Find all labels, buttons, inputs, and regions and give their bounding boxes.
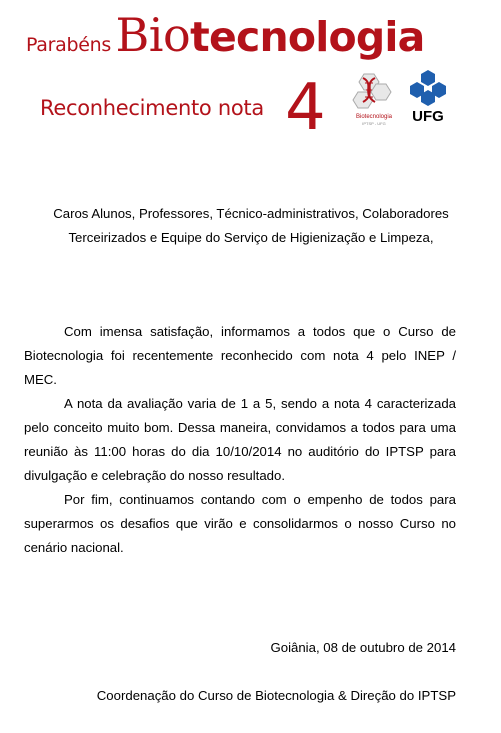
greeting xyxy=(20,202,482,250)
hexagon-cluster-icon xyxy=(406,68,450,108)
header-parabens: Parabéns xyxy=(26,34,111,56)
greeting-line-1: Caros Alunos, Professores, Técnico-administrativos, Colaboradores xyxy=(53,206,449,221)
ufg-logo-label: UFG xyxy=(412,108,444,125)
paragraph-closing: Por fim, continuamos contando com o empenho de todos para superarmos os desafios que virão e consolidarmos o nosso Curso no cenário nacional. xyxy=(24,492,456,555)
biotecnologia-logo-label: Biotecnologia xyxy=(355,114,393,120)
header-subtitle: Reconhecimento nota xyxy=(40,96,264,120)
greeting-line-2: Terceirizados e Equipe do Serviço de Higienização e Limpeza, xyxy=(68,230,434,245)
letter-body xyxy=(24,320,456,560)
dna-hexagon-icon xyxy=(349,70,399,114)
paragraph-announcement: Com imensa satisfação, informamos a todos que o Curso de Biotecnologia foi recentemente reconhecido com nota 4 pelo INEP / MEC. xyxy=(24,324,456,387)
signature: Coordenação do Curso de Biotecnologia & Direção do IPTSP xyxy=(96,688,456,703)
header-title-bio: Bio xyxy=(115,8,191,62)
ufg-logo xyxy=(406,68,450,130)
header-title xyxy=(26,8,425,62)
header-title-tecnologia: tecnologia xyxy=(190,13,425,61)
biotecnologia-logo xyxy=(349,70,399,130)
paragraph-invitation: A nota da avaliação varia de 1 a 5, sendo a nota 4 caracterizada pelo conceito muito bom. Dessa maneira, convidamos a todos para uma reunião às 11:00 horas do dia 10/10/2014 no auditório do IPTSP para divulgação e celebração do nosso resultado. xyxy=(24,396,456,483)
biotecnologia-logo-sublabel: IPTSP - UFG xyxy=(362,121,386,126)
nota-number: 4 xyxy=(285,71,326,145)
place-date: Goiânia, 08 de outubro de 2014 xyxy=(270,640,456,655)
